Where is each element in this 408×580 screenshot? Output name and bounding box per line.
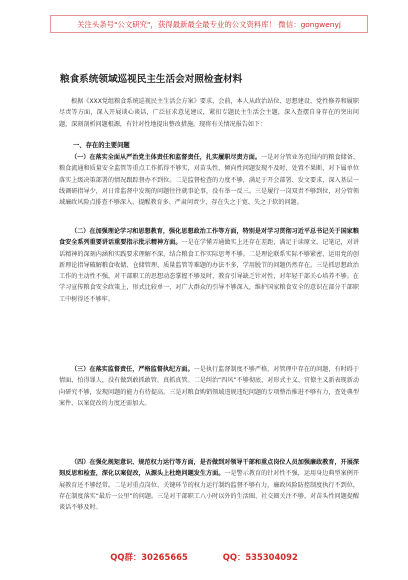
footer-qq-group: QQ群：30265665 xyxy=(110,552,188,562)
footer-contact xyxy=(0,551,408,563)
promo-banner: 关注头条号"公文研究"，获得最新最全最专业的公文资料库！ 微信：gongwenyj xyxy=(50,15,368,33)
intro-paragraph: 根据《XXX党组粮食系统巡视民主生活会方案》要求，会前，本人从政治站位、思想建设、党性修养和履职尽责等方面，深入开展谈心谈话，广泛征求意见建议，紧扣专题民主生活会主题，深入查摆自身存在的突出问题，深刻剖析问题根源，有针对性地提出整改措施。现将有关情况报告如下： xyxy=(59,98,359,128)
section-3-lead: （三）在落实监督责任，严格监督执纪方面。 xyxy=(71,366,194,373)
document-title: 粮食系统领域巡视民主生活会对照检查材料 xyxy=(60,74,243,85)
section-1-lead: （一）在落实全面从严治党主体责任和监督责任，扎实履职尽责方面。 xyxy=(71,154,261,161)
section-2 xyxy=(59,226,359,305)
section-4 xyxy=(59,457,359,513)
section-1 xyxy=(59,152,359,208)
section-2-body: 一是在学懂弄通做实上还存在差距，满足于读原文、记笔记，对讲话精神的深刻内涵和实践要求理解不深，结合粮食工作实际思考不够。二是理论联系实际不够紧密，运用党的创新理论指导破解粮食收储、仓储管理、质量监管等难题的办法不多，学用脱节的问题仍然存在。三是抓思想政治工作的主动性不强，对干部职工的思想动态掌握不够及时，教育引导缺乏针对性，对年轻干部关心培养不够。在学习宣传粮食安全政策上，形式比较单一，对广大群众的引导不够深入，维护国家粮食安全的意识在部分干部职工中树得还不够牢。 xyxy=(59,239,360,303)
section-2-lead: （二）在加强理论学习和思想教育，强化思想政治工作等方面，特别是对学习贯彻习近平总书记关于国家粮食安全系列重要讲话重要指示批示精神方面。 xyxy=(59,228,359,247)
section-3-body: 一是执行监督制度不够严格，对管理中存在的问题，有时碍于情面、怕得罪人，没有做到敢抓敢管、真抓真管。二是纠治“四风”不够彻底，对形式主义、官僚主义新表现新动向研究不够，发现问题的能力有待提高。三是对粮食购销领域违规违纪问题的专项整治推进不够有力，查处典型案件、以案促改的力度还需加大。 xyxy=(59,366,360,407)
footer-qq: QQ：535304092 xyxy=(222,552,298,562)
section-heading: 一、存在的主要问题 xyxy=(73,142,130,149)
section-1-body: 一是对分管业务范围内的粮食储备、粮食流通和质量安全监管等重点工作抓得不够实，对苗头性、倾向性问题发现不及时、处置不果断，对下属单位落实上级决策部署的情况跟踪督办不到位。二是监督检查的力度不够，满足于开会部署、发文要求，深入基层一线调研指导少，对日常监督中发现的问题往往就事论事，没有举一反三。三是履行一岗双责不够到位，对分管领域廉政风险点排查不够深入，提醒教育多、严肃问责少，存在失之于宽、失之于软的问题。 xyxy=(59,154,360,207)
section-4-lead: （四）在强化规矩意识、规范权力运行等方面，是否做到对领导干部和重点岗位人员加强廉政教育，开展深刻反思和检查，深化以案促改，从源头上杜绝问题发生方面。 xyxy=(59,459,359,478)
section-3 xyxy=(59,364,359,409)
section-4-body: 一是警示教育的针对性不强，运用身边典型案例开展教育还不够经常。二是对重点岗位、关键环节的权力运行制约监督不够有力，廉政风险防控制度执行不到位，存在制度落实“最后一公里”的问题。三是对干部职工八小时以外的生活圈、社交圈关注不够，对苗头性问题提醒谈话不够及时。 xyxy=(59,470,360,512)
